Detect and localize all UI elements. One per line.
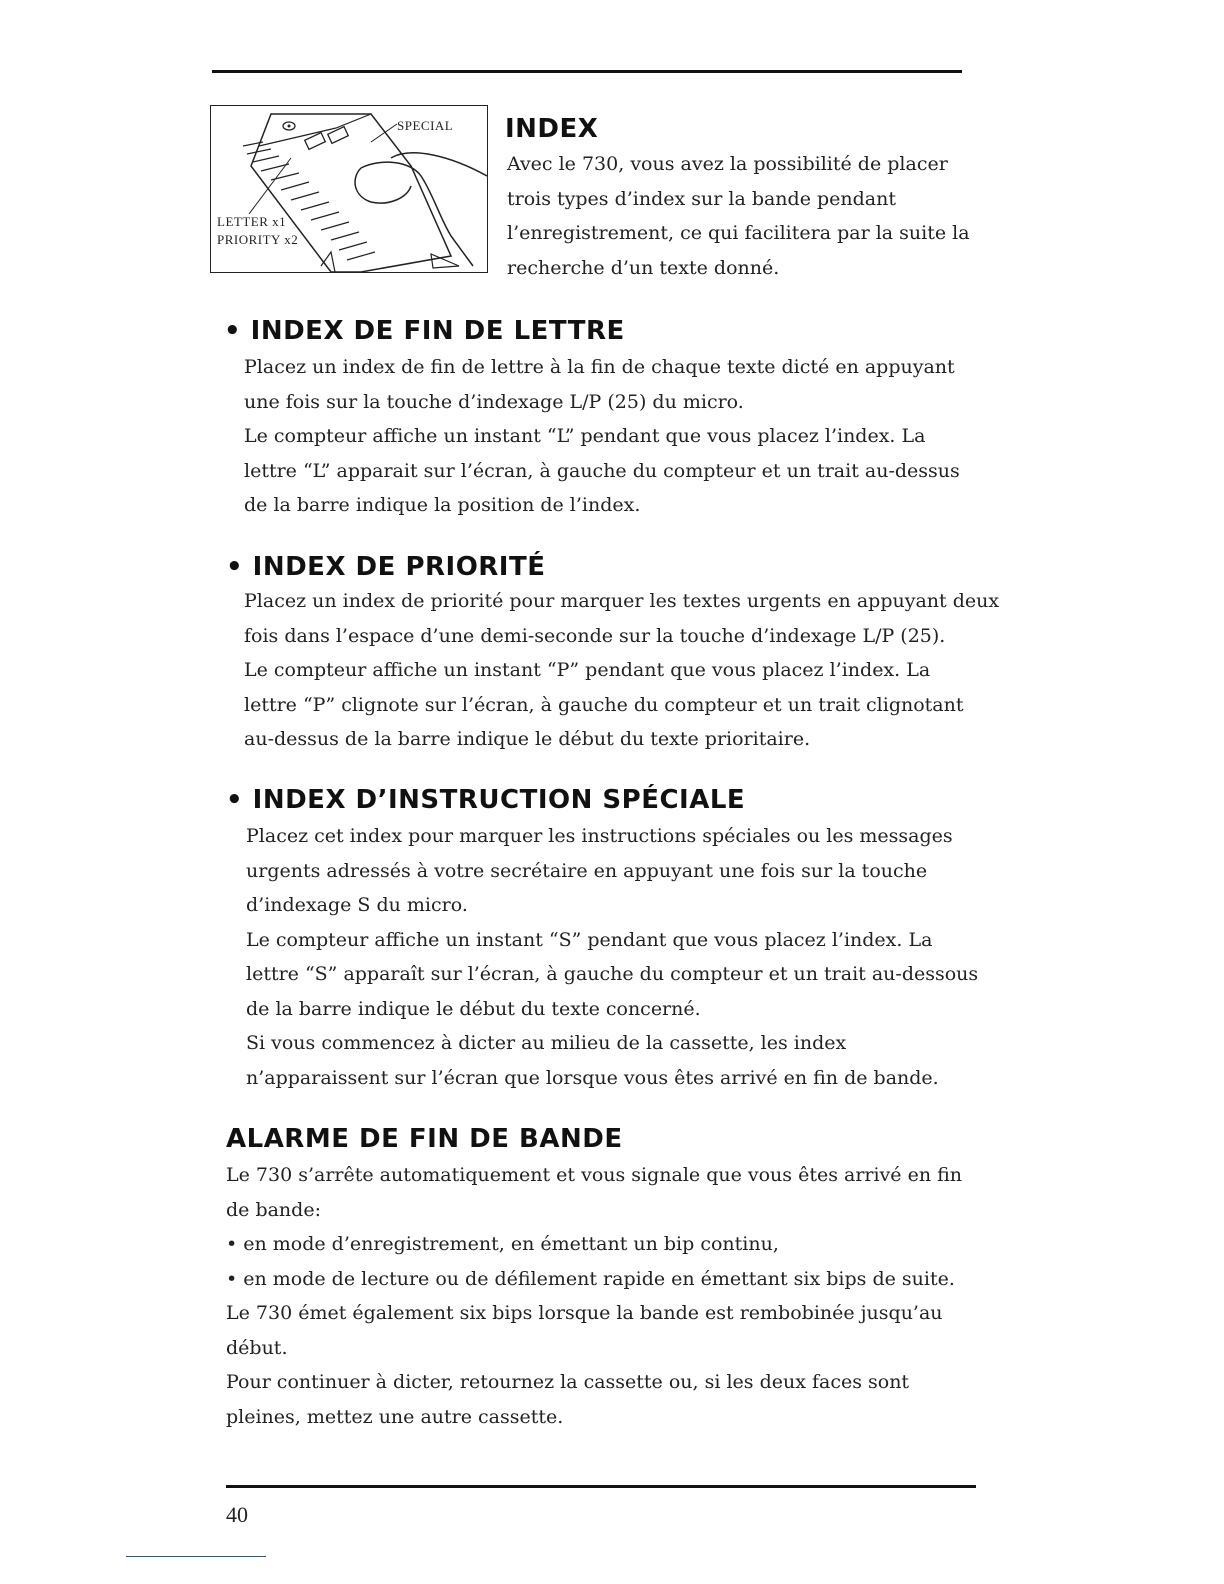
section-heading-fin-de-lettre: • INDEX DE FIN DE LETTRE <box>224 316 625 346</box>
section-body-priorite <box>244 584 999 757</box>
label-special: SPECIAL <box>397 118 454 133</box>
intro-paragraph <box>507 147 970 285</box>
page-title: INDEX <box>505 114 599 144</box>
section-heading-alarme: ALARME DE FIN DE BANDE <box>226 1124 623 1154</box>
body-line: Le 730 émet également six bips lorsque la bande est rembobinée jusqu’au <box>226 1302 943 1324</box>
body-line: Si vous commencez à dicter au milieu de la cassette, les index <box>246 1032 847 1054</box>
top-rule <box>212 70 962 73</box>
body-line: Le compteur affiche un instant “L” pendant que vous placez l’index. La <box>244 425 926 447</box>
body-line: de la barre indique la position de l’index. <box>244 494 641 516</box>
body-line: • en mode de lecture ou de défilement rapide en émettant six bips de suite. <box>226 1267 955 1290</box>
section-body-instruction-speciale <box>246 819 978 1095</box>
body-line: pleines, mettez une autre cassette. <box>226 1405 564 1428</box>
intro-line: l’enregistrement, ce qui facilitera par la suite la <box>507 222 970 244</box>
scan-edge-line <box>126 1556 266 1557</box>
intro-line: recherche d’un texte donné. <box>507 256 780 279</box>
body-line: au-dessus de la barre indique le début du texte prioritaire. <box>244 728 811 750</box>
body-line: n’apparaissent sur l’écran que lorsque vous êtes arrivé en fin de bande. <box>246 1066 939 1089</box>
body-line: Le 730 s’arrête automatiquement et vous signale que vous êtes arrivé en fin <box>226 1164 963 1186</box>
bottom-rule <box>226 1485 976 1488</box>
body-line: d’indexage S du micro. <box>246 894 468 916</box>
body-line: Pour continuer à dicter, retournez la cassette ou, si les deux faces sont <box>226 1371 910 1393</box>
body-line: Placez un index de priorité pour marquer les textes urgents en appuyant deux <box>244 590 1000 612</box>
body-line: début. <box>226 1336 288 1359</box>
body-line: une fois sur la touche d’indexage L/P (25) du micro. <box>244 390 744 413</box>
body-line: • en mode d’enregistrement, en émettant un bip continu, <box>226 1233 779 1255</box>
body-line: Le compteur affiche un instant “P” pendant que vous placez l’index. La <box>244 659 931 681</box>
intro-line: trois types d’index sur la bande pendant <box>507 187 896 210</box>
body-line: Placez cet index pour marquer les instructions spéciales ou les messages <box>246 825 953 847</box>
body-line: Le compteur affiche un instant “S” pendant que vous placez l’index. La <box>246 928 933 951</box>
label-priority: PRIORITY x2 <box>217 232 299 247</box>
body-line: lettre “S” apparaît sur l’écran, à gauche du compteur et un trait au-dessous <box>246 963 979 985</box>
section-heading-instruction-speciale: • INDEX D’INSTRUCTION SPÉCIALE <box>226 785 746 815</box>
body-line: lettre “L” apparait sur l’écran, à gauche du compteur et un trait au-dessus <box>244 459 960 482</box>
intro-line: Avec le 730, vous avez la possibilité de placer <box>507 153 948 175</box>
label-letter: LETTER x1 <box>217 214 287 229</box>
section-body-fin-de-lettre <box>244 350 960 523</box>
body-line: de bande: <box>226 1198 321 1221</box>
body-line: de la barre indique le début du texte concerné. <box>246 997 701 1020</box>
section-heading-priorite: • INDEX DE PRIORITÉ <box>226 552 546 582</box>
body-line: lettre “P” clignote sur l’écran, à gauche du compteur et un trait clignotant <box>244 693 964 716</box>
microphone-illustration <box>210 105 488 273</box>
body-line: fois dans l’espace d’une demi-seconde sur la touche d’indexage L/P (25). <box>244 624 946 647</box>
page-number: 40 <box>226 1502 248 1527</box>
body-line: Placez un index de fin de lettre à la fin de chaque texte dicté en appuyant <box>244 356 955 378</box>
section-body-alarme <box>226 1158 962 1434</box>
body-line: urgents adressés à votre secrétaire en appuyant une fois sur la touche <box>246 859 928 882</box>
